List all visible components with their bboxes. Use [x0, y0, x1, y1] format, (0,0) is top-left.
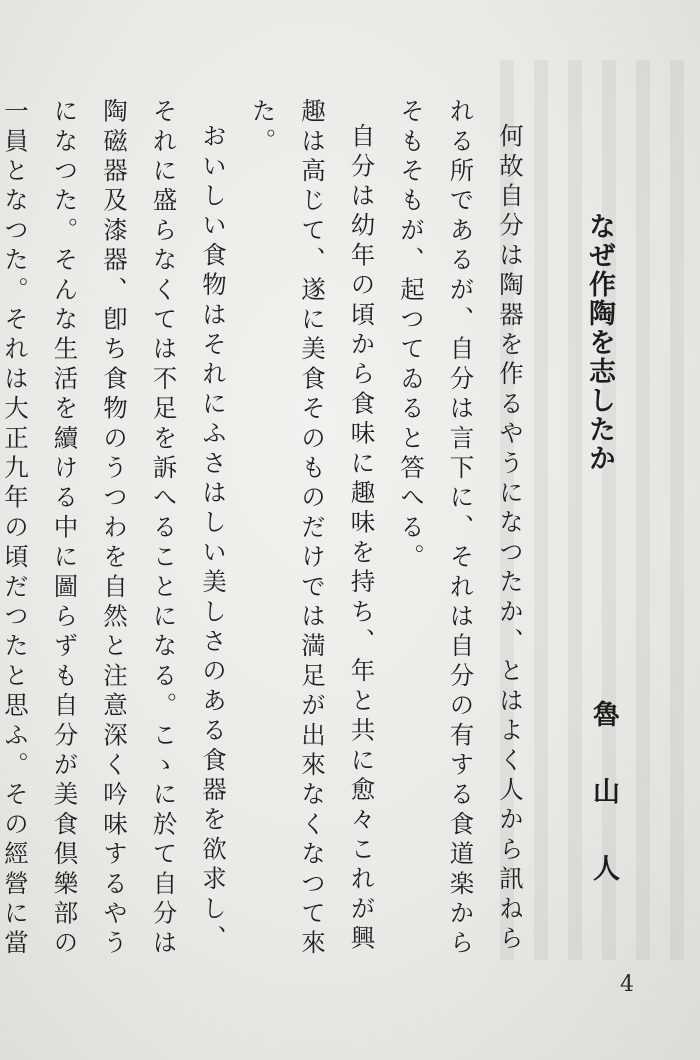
author-name: 魯山人 [588, 700, 619, 931]
paragraph-2: 自分は幼年の頃から食味に趣味を持ち、年と共に愈々これが興趣は高じて、遂に美食そのものだけでは満足が出來なくなつて來た。 [248, 98, 377, 960]
essay-title: なぜ作陶を志したか [584, 212, 615, 473]
page-number: 4 [620, 972, 634, 997]
paragraph-1: 何故自分は陶器を作るやうになつたか、とはよく人から訊ねられる所であるが、自分は言下に、それは自分の有する食道楽からそもそもが、起つてゐると答へる。 [397, 98, 525, 960]
paragraph-3: おいしい食物はそれにふさはしい美しさのある食器を欲求し、それに盛らなくては不足を訴へることになる。こゝに於て自分は陶磁器及漆器、卽ち食物のうつわを自然と注意深く吟味するやうになつた。そんな生活を續ける中に圖らずも自分が美食倶樂部の一員となつた。それは大正九年の頃だつたと思ふ。その經營に當 [1, 98, 228, 960]
essay-body [1, 98, 535, 978]
